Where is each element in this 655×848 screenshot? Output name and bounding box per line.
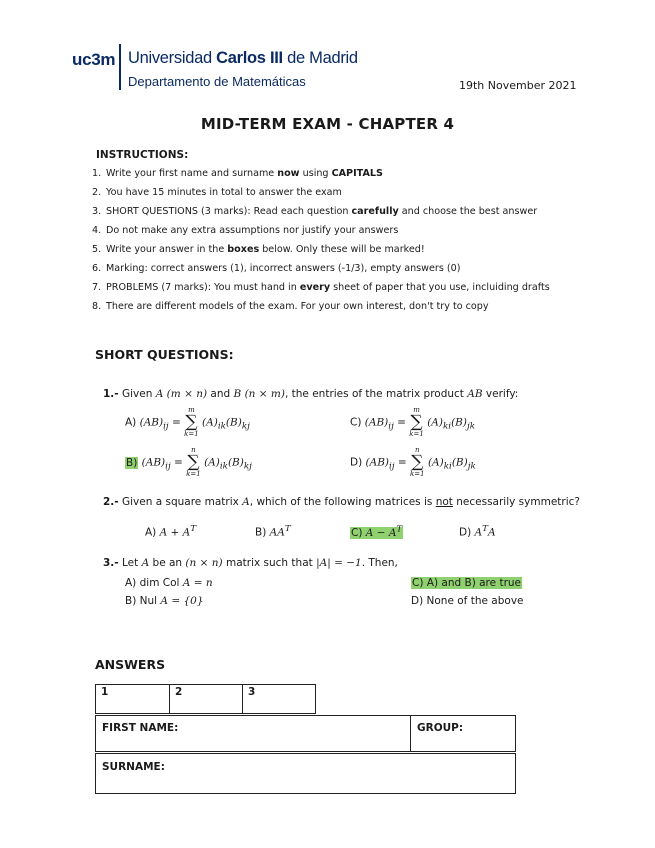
q2-option-c[interactable]: C) $A - A^T$ [351, 524, 403, 539]
q3-option-a[interactable]: A) dim Col A = n [125, 577, 213, 589]
instruction-item: 5. Write your answer in the boxes below. Only these will be marked! [92, 244, 425, 255]
short-questions-heading: SHORT QUESTIONS: [95, 347, 234, 362]
q3-option-c[interactable]: C) A) and B) are true [412, 577, 521, 589]
question-3: 3.- Let A be an (n × n) matrix such that |A| = −1. Then, [103, 557, 398, 569]
summation-symbol: m ∑ k=1 [184, 406, 199, 438]
answer-label-3: 3 [248, 686, 256, 698]
instruction-item: 8. There are different models of the exam. For your own interest, don't try to copy [92, 301, 489, 312]
summation-symbol: m ∑ k=1 [409, 406, 424, 438]
instruction-item: 1. Write your first name and surname now using CAPITALS [92, 168, 383, 179]
q2-option-a[interactable]: A) $A + A^T$ [145, 524, 197, 539]
university-name: Universidad Carlos III de Madrid [128, 49, 358, 67]
summation-symbol: n ∑ k=1 [186, 446, 201, 478]
q3-option-d[interactable]: D) None of the above [411, 595, 524, 607]
answers-heading: ANSWERS [95, 657, 166, 672]
q2-option-d[interactable]: D) $A^TA$ [459, 524, 496, 539]
department-name: Departamento de Matemáticas [128, 74, 306, 89]
instruction-item: 6. Marking: correct answers (1), incorrect answers (-1/3), empty answers (0) [92, 263, 461, 274]
q1-option-a[interactable]: A) $(AB)_{ij}$ = m ∑ k=1 $(A)_{ik}(B)_{kj}$ [125, 406, 250, 438]
page-title: MID-TERM EXAM - CHAPTER 4 [200, 115, 455, 133]
q1-option-d[interactable]: D) $(AB)_{ij}$ = n ∑ k=1 $(A)_{ki}(B)_{jk}$ [350, 446, 476, 478]
instruction-item: 3. SHORT QUESTIONS (3 marks): Read each question carefully and choose the best answer [92, 206, 538, 217]
q2-option-b[interactable]: B) $AA^T$ [255, 524, 291, 539]
instruction-item: 2. You have 15 minutes in total to answer the exam [92, 187, 342, 198]
summation-symbol: n ∑ k=1 [410, 446, 425, 478]
instruction-item: 4. Do not make any extra assumptions nor justify your answers [92, 225, 399, 236]
question-1: 1.- Given A (m × n) and B (n × m), the entries of the matrix product AB verify: [103, 388, 519, 400]
instructions-list [92, 167, 550, 319]
answer-label-2: 2 [175, 686, 183, 698]
question-2: 2.- Given a square matrix A, which of the following matrices is not necessarily symmetric? [103, 496, 580, 508]
q1-option-b[interactable]: B) $(AB)_{ij}$ = n ∑ k=1 $(A)_{ik}(B)_{kj}$ [126, 446, 252, 478]
first-name-label: FIRST NAME: [102, 722, 179, 734]
q1-option-c[interactable]: C) $(AB)_{ij}$ = m ∑ k=1 $(A)_{ki}(B)_{jk}$ [350, 406, 476, 438]
surname-label: SURNAME: [102, 761, 165, 773]
q3-option-b[interactable]: B) Nul A = {0} [125, 595, 204, 607]
answer-label-1: 1 [101, 686, 109, 698]
instruction-item: 7. PROBLEMS (7 marks): You must hand in every sheet of paper that you use, incluiding drafts [92, 282, 550, 293]
instructions-heading: INSTRUCTIONS: [96, 149, 189, 161]
logo-divider [119, 44, 121, 90]
uc3m-logo: uc3m [72, 50, 116, 69]
surname-field[interactable] [95, 753, 516, 794]
exam-date: 19th November 2021 [459, 79, 577, 92]
group-label: GROUP: [417, 722, 464, 734]
